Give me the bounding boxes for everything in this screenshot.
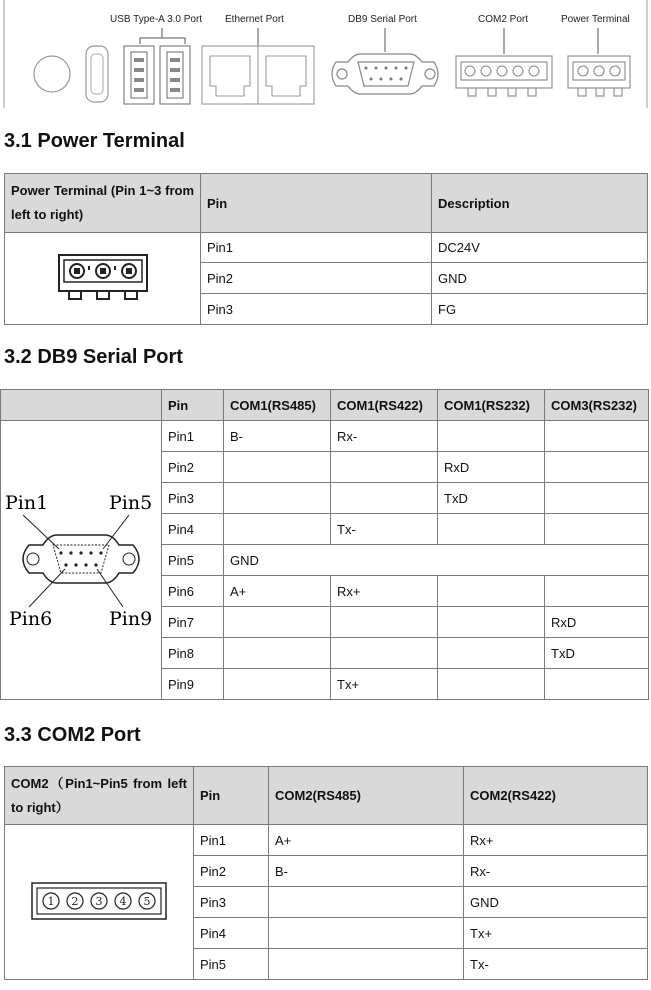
db9-diagram-cell <box>1 421 162 700</box>
table-row <box>1 421 649 452</box>
table-cell <box>545 514 649 545</box>
pin9-label: Pin9 <box>109 607 153 629</box>
table-cell: Rx+ <box>464 825 648 856</box>
header-cell: Power Terminal (Pin 1~3 from left to right) <box>5 174 201 233</box>
port-panel-drawing <box>0 0 651 110</box>
pin-cell: Pin8 <box>162 638 224 669</box>
header-cell: Description <box>432 174 648 233</box>
com2-port-label: COM2 Port <box>478 14 529 25</box>
pin-cell: Pin4 <box>162 514 224 545</box>
description-cell: DC24V <box>432 233 648 263</box>
table-cell: TxD <box>438 483 545 514</box>
table-cell: B- <box>224 421 331 452</box>
ethernet-port-label: Ethernet Port <box>225 14 284 25</box>
power-terminal-diagram <box>55 251 151 303</box>
pin-cell: Pin7 <box>162 607 224 638</box>
pin5-label: Pin5 <box>109 491 153 514</box>
com2-pin-number: 3 <box>95 894 103 908</box>
description-cell: FG <box>432 294 648 325</box>
header-cell: COM2(RS485) <box>269 767 464 825</box>
table-cell: GND <box>464 887 648 918</box>
table-cell <box>331 607 438 638</box>
pin-cell: Pin5 <box>162 545 224 576</box>
table-cell <box>545 483 649 514</box>
table-cell <box>438 607 545 638</box>
table-cell <box>269 887 464 918</box>
table-cell <box>438 638 545 669</box>
table-cell <box>545 421 649 452</box>
com2-terminal-diagram <box>29 879 169 923</box>
table-cell: Tx+ <box>464 918 648 949</box>
pin-cell: Pin4 <box>194 918 269 949</box>
table-cell: Tx- <box>464 949 648 980</box>
table-cell <box>545 669 649 700</box>
table-cell: A+ <box>224 576 331 607</box>
db9-pinout-diagram <box>1 489 161 629</box>
section-title-com2: 3.3 COM2 Port <box>4 724 141 746</box>
pin6-label: Pin6 <box>9 607 53 629</box>
table-cell <box>331 483 438 514</box>
table-cell <box>438 421 545 452</box>
table-cell <box>224 607 331 638</box>
pin-cell: Pin3 <box>162 483 224 514</box>
table-header-row <box>5 174 648 233</box>
pin-cell: Pin1 <box>162 421 224 452</box>
header-cell: COM1(RS232) <box>438 390 545 421</box>
power-button-drawing <box>34 56 70 92</box>
port-overview <box>0 0 651 110</box>
pin-cell: Pin2 <box>162 452 224 483</box>
table-cell <box>224 669 331 700</box>
pin-cell: Pin9 <box>162 669 224 700</box>
com2-pin-number: 4 <box>119 894 127 908</box>
pin-cell: Pin2 <box>201 263 432 294</box>
section-title-power-terminal: 3.1 Power Terminal <box>4 130 185 152</box>
table-cell <box>331 638 438 669</box>
description-cell: GND <box>432 263 648 294</box>
table-cell <box>438 514 545 545</box>
pin-cell: Pin1 <box>201 233 432 263</box>
table-cell: B- <box>269 856 464 887</box>
table-cell <box>269 949 464 980</box>
table-row <box>5 233 648 263</box>
com2-pin-number: 5 <box>143 894 151 908</box>
table-cell: Rx- <box>331 421 438 452</box>
usb-port-label: USB Type-A 3.0 Port <box>110 14 203 25</box>
table-header-row <box>1 390 649 421</box>
table-cell: Tx- <box>331 514 438 545</box>
table-cell-merged: GND <box>224 545 649 576</box>
pin-cell: Pin3 <box>194 887 269 918</box>
pin-cell: Pin5 <box>194 949 269 980</box>
pin-cell: Pin2 <box>194 856 269 887</box>
com2-pin-number: 1 <box>47 894 55 908</box>
header-cell <box>1 390 162 421</box>
header-cell: COM1(RS485) <box>224 390 331 421</box>
db9-table <box>0 389 649 700</box>
table-cell <box>224 483 331 514</box>
power-terminal-label: Power Terminal <box>561 14 630 25</box>
table-cell <box>438 669 545 700</box>
table-cell <box>545 452 649 483</box>
header-cell: COM1(RS422) <box>331 390 438 421</box>
table-header-row <box>5 767 648 825</box>
pin-cell: Pin3 <box>201 294 432 325</box>
table-row <box>5 825 648 856</box>
table-cell <box>545 576 649 607</box>
header-cell: Pin <box>194 767 269 825</box>
section-title-db9: 3.2 DB9 Serial Port <box>4 346 183 368</box>
com2-pin-number: 2 <box>71 894 79 908</box>
power-terminal-diagram-cell <box>5 233 201 325</box>
table-cell: Tx+ <box>331 669 438 700</box>
header-cell: COM2（Pin1~Pin5 from left to right） <box>5 767 194 825</box>
pin1-label: Pin1 <box>5 491 49 514</box>
header-cell: COM2(RS422) <box>464 767 648 825</box>
power-terminal-table <box>4 173 648 325</box>
header-cell: COM3(RS232) <box>545 390 649 421</box>
table-cell <box>224 452 331 483</box>
com2-table <box>4 766 648 980</box>
com2-diagram-cell <box>5 825 194 980</box>
table-cell <box>331 452 438 483</box>
table-cell: A+ <box>269 825 464 856</box>
header-cell: Pin <box>201 174 432 233</box>
table-cell: Rx- <box>464 856 648 887</box>
table-cell: RxD <box>438 452 545 483</box>
header-cell: Pin <box>162 390 224 421</box>
table-cell <box>224 638 331 669</box>
db9-port-label: DB9 Serial Port <box>348 14 417 25</box>
table-cell <box>438 576 545 607</box>
pin-cell: Pin6 <box>162 576 224 607</box>
table-cell <box>224 514 331 545</box>
table-cell: RxD <box>545 607 649 638</box>
pin-cell: Pin1 <box>194 825 269 856</box>
table-cell: Rx+ <box>331 576 438 607</box>
table-cell: TxD <box>545 638 649 669</box>
table-cell <box>269 918 464 949</box>
